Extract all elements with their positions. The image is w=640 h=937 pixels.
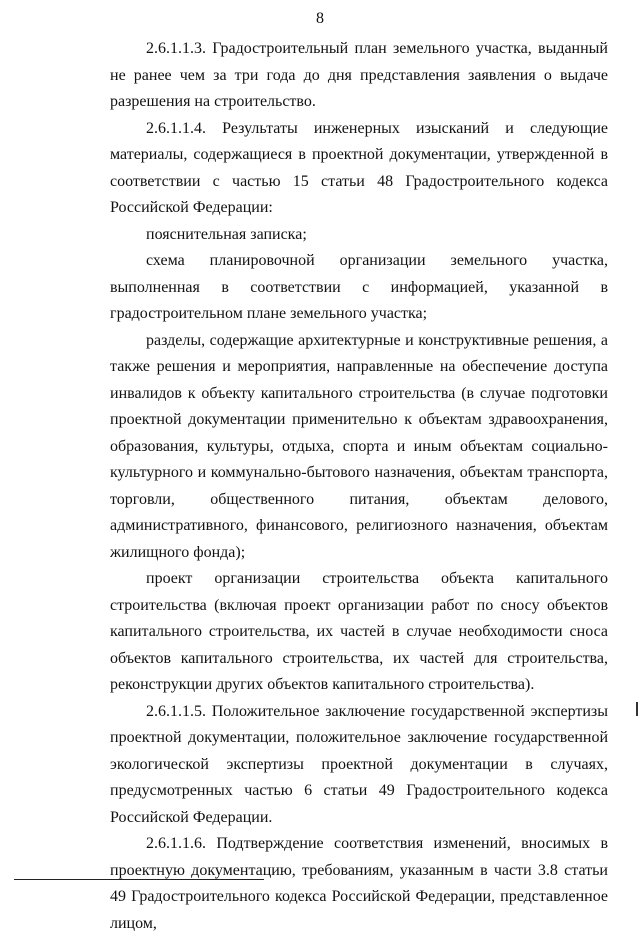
margin-mark: [636, 702, 638, 716]
paragraph-2-6-1-1-4: 2.6.1.1.4. Результаты инженерных изысканий и следующие материалы, содержащиеся в проектной документации, утвержденной в соответствии с частью 15 статьи 48 Градостроительного кодекса Российской Федерации:: [110, 119, 608, 216]
paragraph-2-6-1-1-6: 2.6.1.1.6. Подтверждение соответствия изменений, вносимых в проектную документацию, требованиям, указанным в части 3.8 статьи 49 Градостроительного кодекса Российской Федерации, представленное лицом,: [110, 835, 608, 932]
document-body: [110, 36, 608, 937]
footnote-separator-line: [14, 879, 264, 880]
paragraph-2-6-1-1-3: 2.6.1.1.3. Градостроительный план земельного участка, выданный не ранее чем за три года до дня представления заявления о выдаче разрешения на строительство.: [110, 40, 608, 110]
paragraph-2-6-1-1-5: 2.6.1.1.5. Положительное заключение государственной экспертизы проектной документации, положительное заключение государственной экологической экспертизы проектной документации в случаях, предусмотренных частью 6 статьи 49 Градостроительного кодекса Российской Федерации.: [110, 702, 608, 826]
list-item-architectural-sections: разделы, содержащие архитектурные и конструктивные решения, а также решения и мероприятия, направленные на обеспечение доступа инвалидов к объекту капитального строительства (в случае подготовки проектной документации применительно к объектам здравоохранения, образования, культуры, отдыха, спорта и иным объектам социально-культурного и коммунально-бытового назначения, объектам транспорта, торговли, общественного питания, объектам делового, административного, финансового, религиозного назначения, объектам жилищного фонда);: [110, 331, 608, 561]
list-item-construction-project: проект организации строительства объекта капитального строительства (включая проект организации работ по сносу объектов капитального строительства, их частей в случае необходимости сноса объектов капитального строительства, их частей для строительства, реконструкции других объектов капитального строительства).: [110, 570, 608, 693]
list-item-explanatory-note: пояснительная записка;: [146, 225, 307, 243]
list-item-site-layout-scheme: схема планировочной организации земельного участка, выполненная в соответствии с информацией, указанной в градостроительном плане земельного участка;: [110, 252, 608, 322]
page-number: 8: [316, 10, 324, 27]
